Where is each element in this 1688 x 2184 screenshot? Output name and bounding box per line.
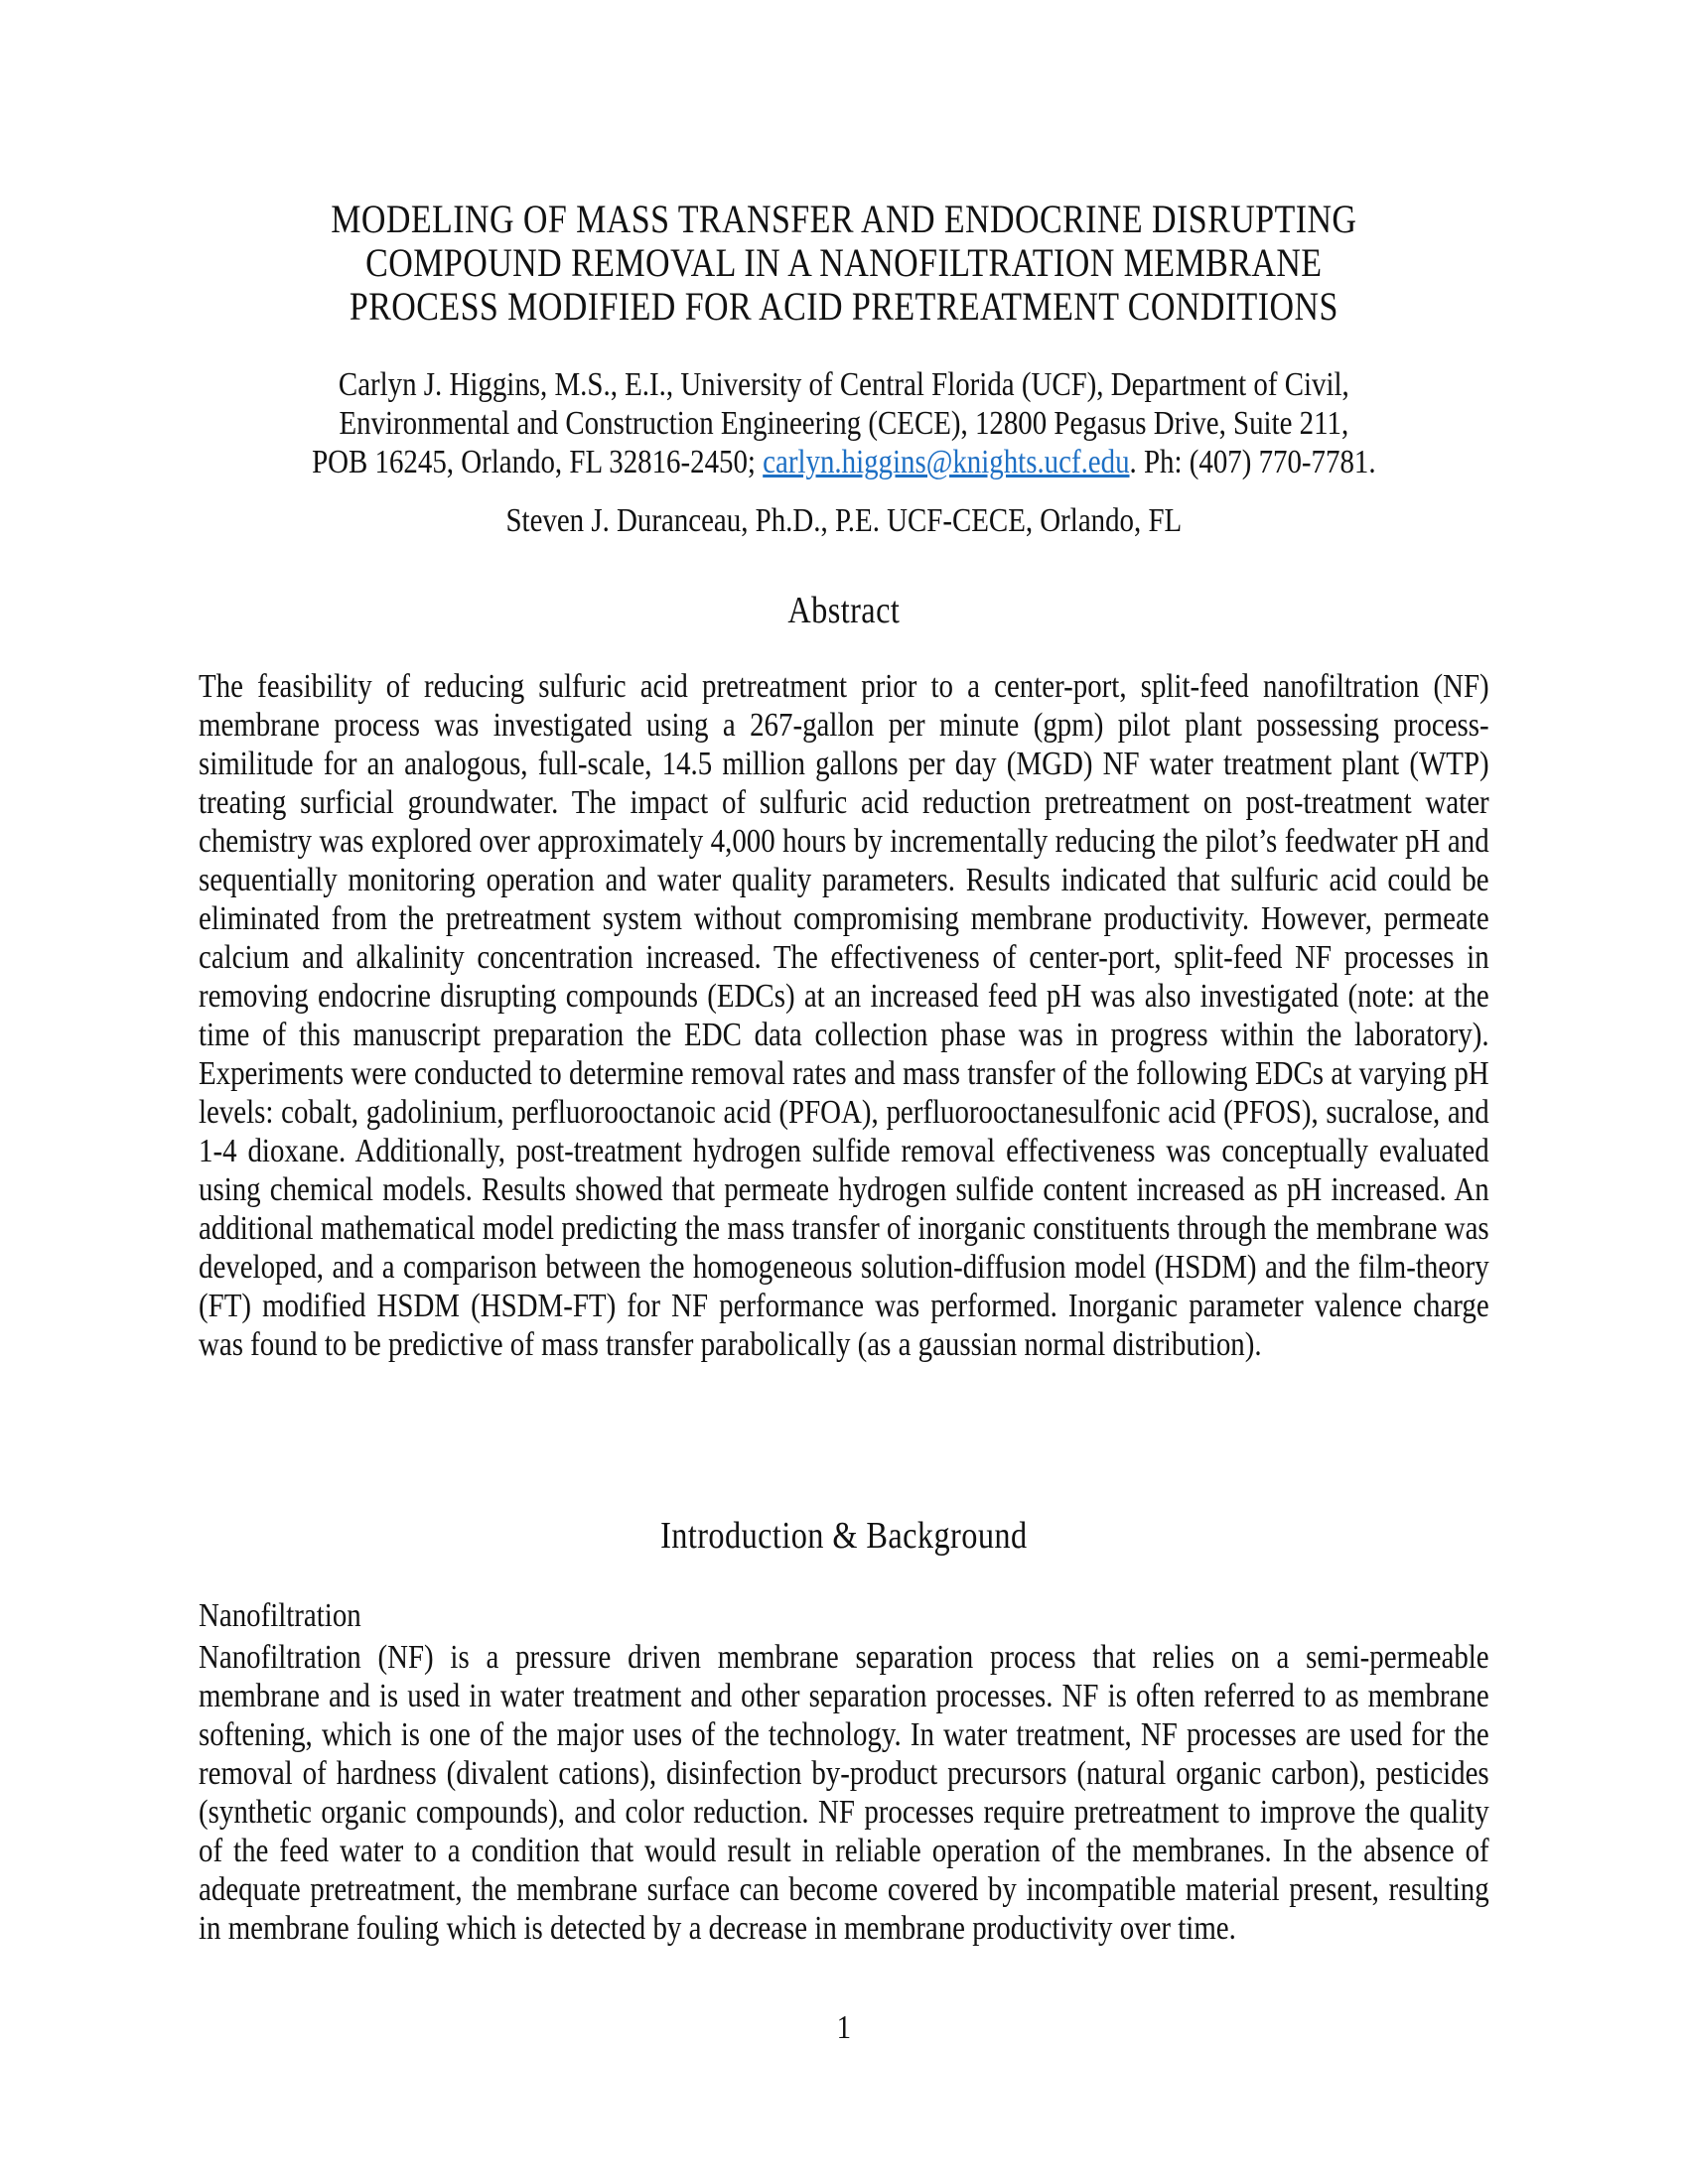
author-affiliation-block (199, 365, 1489, 481)
abstract-paragraph: The feasibility of reducing sulfuric acid pretreatment prior to a center-port, split-feed nanofiltration (NF) membrane process was investigated using a 267-gallon per minute (gpm) pilot plant possessing process-similitude for an analogous, full-scale, 14.5 million gallons per day (MGD) NF water treatment plant (WTP) treating surficial groundwater. The impact of sulfuric acid reduction pretreatment on post-treatment water chemistry was explored over approximately 4,000 hours by incrementally reducing the pilot’s feedwater pH and sequentially monitoring operation and water quality parameters. Results indicated that sulfuric acid could be eliminated from the pretreatment system without compromising membrane productivity. However, permeate calcium and alkalinity concentration increased. The effectiveness of center-port, split-feed NF processes in removing endocrine disrupting compounds (EDCs) at an increased feed pH was also investigated (note: at the time of this manuscript preparation the EDC data collection phase was in progress within the laboratory). Experiments were conducted to determine removal rates and mass transfer of the following EDCs at varying pH levels: cobalt, gadolinium, perfluorooctanoic acid (PFOA), perfluorooctanesulfonic acid (PFOS), sucralose, and 1-4 dioxane. Additionally, post-treatment hydrogen sulfide removal effectiveness was conceptually evaluated using chemical models. Results showed that permeate hydrogen sulfide content increased as pH increased. An additional mathematical model predicting the mass transfer of inorganic constituents through the membrane was developed, and a comparison between the homogeneous solution-diffusion model (HSDM) and the film-theory (FT) modified HSDM (HSDM-FT) for NF performance was performed. Inorganic parameter valence charge was found to be predictive of mass transfer parabolically (as a gaussian normal distribution). (199, 668, 1489, 1363)
affiliation-line-2: Environmental and Construction Engineering (CECE), 12800 Pegasus Drive, Suite 211, (339, 405, 1349, 442)
contact-post-email-text: . Ph: (407) 770-7781. (1129, 444, 1376, 480)
page-content (199, 0, 1489, 2184)
affiliation-line-3 (199, 443, 1489, 481)
introduction-paragraph: Nanofiltration (NF) is a pressure driven membrane separation process that relies on a semi-permeable membrane and is used in water treatment and other separation processes. NF is often referred to as membrane softening, which is one of the major uses of the technology. In water treatment, NF processes are used for the removal of hardness (divalent cations), disinfection by-product precursors (natural organic carbon), pesticides (synthetic organic compounds), and color reduction. NF processes require pretreatment to improve the quality of the feed water to a condition that would result in reliable operation of the membranes. In the absence of adequate pretreatment, the membrane surface can become covered by incompatible material present, resulting in membrane fouling which is detected by a decrease in membrane productivity over time. (199, 1639, 1489, 1947)
paper-title-line-2: COMPOUND REMOVAL IN A NANOFILTRATION MEMBRANE (365, 240, 1323, 285)
coauthor-line: Steven J. Duranceau, Ph.D., P.E. UCF-CECE, Orlando, FL (505, 502, 1183, 539)
nanofiltration-subheading: Nanofiltration (199, 1597, 361, 1634)
paper-title-line-3: PROCESS MODIFIED FOR ACID PRETREATMENT CONDITIONS (349, 284, 1338, 329)
paper-title-line-1: MODELING OF MASS TRANSFER AND ENDOCRINE DISRUPTING (331, 197, 1357, 241)
page-number: 1 (836, 2009, 852, 2046)
paper-title (199, 198, 1489, 329)
contact-pre-email-text: POB 16245, Orlando, FL 32816-2450; (312, 444, 764, 480)
introduction-heading: Introduction & Background (660, 1515, 1028, 1557)
affiliation-line-1: Carlyn J. Higgins, M.S., E.I., University of Central Florida (UCF), Department of Civil, (338, 366, 1349, 403)
abstract-heading: Abstract (787, 590, 901, 631)
author-email-link[interactable]: carlyn.higgins@knights.ucf.edu (763, 444, 1130, 480)
